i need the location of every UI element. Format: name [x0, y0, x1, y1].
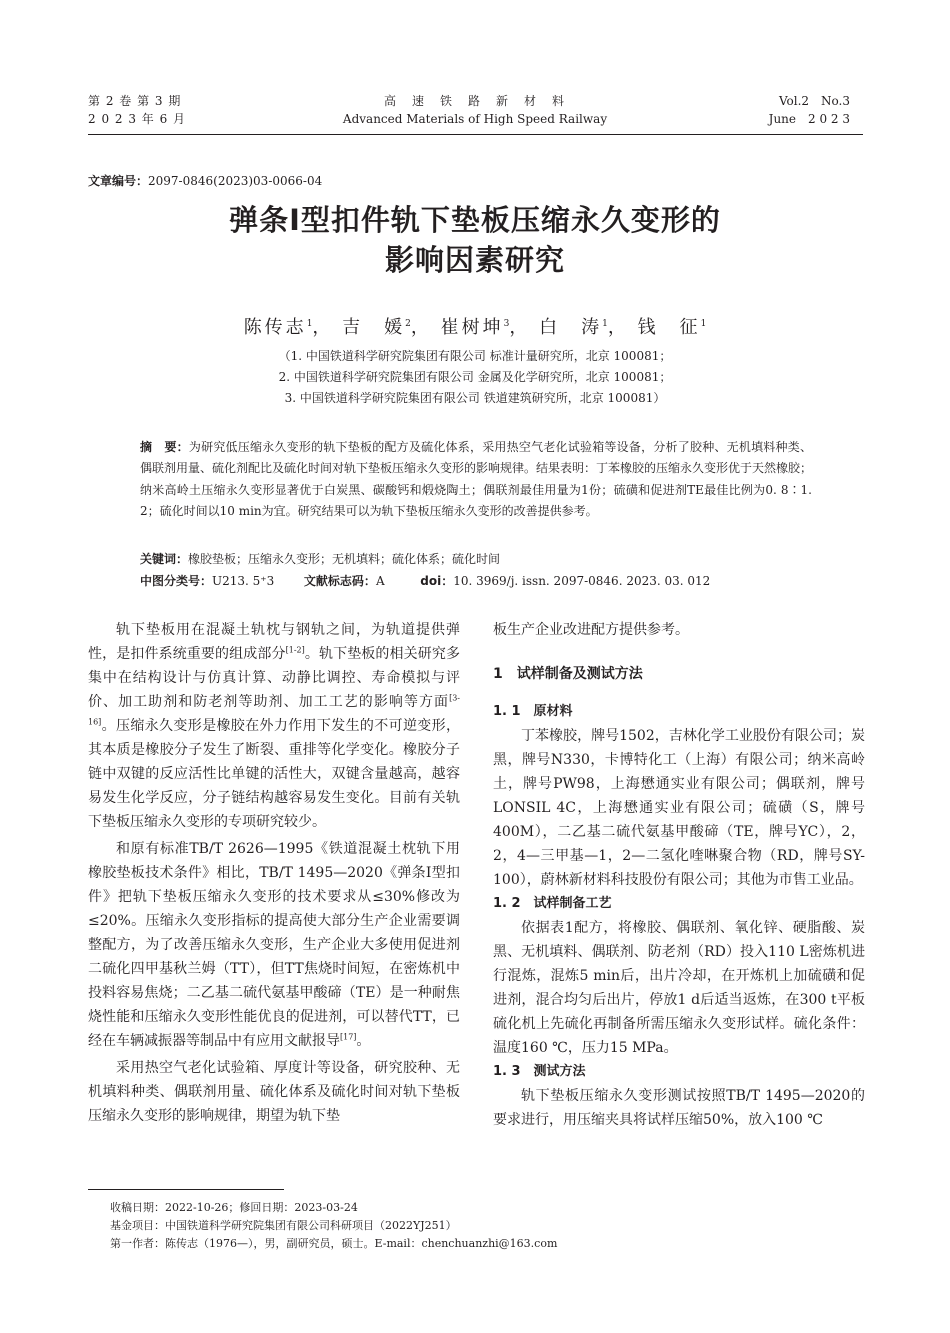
paragraph: 依据表1配方，将橡胶、偶联剂、氧化锌、硬脂酸、炭黑、无机填料、偶联剂、防老剂（RD）投入110 L密炼机进行混炼，混炼5 min后，出片冷却，在开炼机上加硫磺和促进剂，混合均匀后出片，停放1 d后适当返炼，在300 t平板硫化机上先硫化再制备所需压缩永久变形试样。硫化条件：温度160 ℃，压力15 MPa。	[493, 920, 865, 1056]
author: 白 涛$^1$	[539, 317, 608, 338]
article-number-value: 2097-0846(2023)03-0066-04	[148, 174, 323, 188]
abstract-text: 为研究低压缩永久变形的轨下垫板的配方及硫化体系，采用热空气老化试验箱等设备，分析了胶种、无机填料种类、偶联剂用量、硫化剂配比及硫化时间对轨下垫板压缩永久变形的影响规律。结果表明：丁苯橡胶的压缩永久变形优于天然橡胶；纳米高岭土压缩永久变形显著优于白炭黑、碳酸钙和煅烧陶土；偶联剂最佳用量为1份；硫磺和促进剂TE最佳比例为0. 8∶1. 2；硫化时间以10 min为宜。研究结果可以为轨下垫板压缩永久变形的改善提供参考。	[140, 440, 813, 518]
volume-issue: 第 2 卷 第 3 期	[88, 94, 182, 108]
body-left-column	[88, 618, 460, 1128]
footnote-fund: 基金项目：中国铁道科学研究院集团有限公司科研项目（2022YJ251）	[110, 1219, 457, 1232]
paragraph: 采用热空气老化试验箱、厚度计等设备，研究胶种、无机填料种类、偶联剂用量、硫化体系及硫化时间对轨下垫板压缩永久变形的影响规律，期望为轨下垫	[88, 1060, 460, 1124]
running-header-left	[88, 92, 186, 128]
author: 吉 媛$^2$	[342, 317, 411, 338]
keywords	[140, 549, 812, 570]
affiliation-line: 2. 中国铁道科学研究院集团有限公司 金属及化学研究所，北京 100081；	[278, 370, 672, 384]
volume-issue-en: Vol.2 No.3	[778, 94, 850, 108]
paragraph: 轨下垫板用在混凝土轨枕与钢轨之间，为轨道提供弹性，是扣件系统重要的组成部分[1-2]。轨下垫板的相关研究多集中在结构设计与仿真计算、动静比调控、寿命模拟与评价、加工助剂和防老剂等助剂、加工工艺的影响等方面[3-16]。压缩永久变形是橡胶在外力作用下发生的不可逆变形，其本质是橡胶分子发生了断裂、重排等化学变化。橡胶分子链中双键的反应活性比单键的活性大，双键含量越高，越容易发生化学反应，分子链结构越容易发生变化。目前有关轨下垫板压缩永久变形的专项研究较少。	[88, 622, 460, 830]
citation: [3-16]	[88, 693, 460, 727]
classification-line	[140, 571, 812, 592]
citation: [1-2]	[285, 645, 305, 655]
subsection-heading: 1. 1 原材料	[493, 704, 573, 719]
keywords-text: 橡胶垫板；压缩永久变形；无机填料；硫化体系；硫化时间	[188, 552, 501, 566]
doc-code-value: A	[375, 574, 385, 588]
footnote-author: 第一作者：陈传志（1976—），男，副研究员，硕士。E-mail：chenchuanzhi@163.com	[110, 1237, 558, 1250]
running-header-center	[275, 92, 675, 128]
journal-name-en: Advanced Materials of High Speed Railway	[342, 112, 608, 126]
paragraph: 轨下垫板压缩永久变形测试按照TB/T 1495—2020的要求进行，用压缩夹具将试样压缩50%，放入100 ℃	[493, 1088, 865, 1128]
subsection-heading: 1. 2 试样制备工艺	[493, 896, 612, 911]
footnote-dates: 收稿日期：2022-10-26；修回日期：2023-03-24	[110, 1201, 358, 1214]
section-heading: 1 试样制备及测试方法	[493, 666, 643, 682]
doc-code-label: 文献标志码：	[303, 574, 376, 588]
paragraph: 丁苯橡胶，牌号1502，吉林化学工业股份有限公司；炭黑，牌号N330，卡博特化工（上海）有限公司；纳米高岭土，牌号PW98，上海懋通实业有限公司；偶联剂，牌号LONSIL 4C，上海懋通实业有限公司；硫磺（S，牌号400M），二乙基二硫代氨基甲酸碲（TE，牌号YC），2，2，4—三甲基—1，2—二氢化喹啉聚合物（RD，牌号SY-100），蔚林新材料科技股份有限公司；其他为市售工业品。	[493, 728, 865, 888]
affiliations	[0, 346, 950, 409]
body-right-column	[493, 618, 865, 1132]
author: 崔树坤$^3$	[440, 317, 510, 338]
paragraph-continuation: 板生产企业改进配方提供参考。	[493, 622, 689, 638]
doi-label: doi：	[420, 574, 454, 588]
running-header-right	[769, 92, 850, 128]
doi-value: 10. 3969/j. issn. 2097-0846. 2023. 03. 012	[453, 574, 711, 588]
author-list: 陈传志$^1$， 吉 媛$^2$， 崔树坤$^3$， 白 涛$^1$， 钱 征$^1$	[243, 317, 707, 338]
paragraph: 和原有标准TB/T 2626—1995《铁道混凝土枕轨下用橡胶垫板技术条件》相比，TB/T 1495—2020《弹条Ⅰ型扣件》把轨下垫板压缩永久变形的技术要求从≤30%修改为≤20%。压缩永久变形指标的提高使大部分生产企业需要调整配方，为了改善压缩永久变形，生产企业大多使用促进剂二硫化四甲基秋兰姆（TT），但TT焦烧时间短，在密炼机中投料容易焦烧；二乙基二硫代氨基甲酸碲（TE）是一种耐焦烧性能和压缩永久变形性能优良的促进剂，可以替代TT，已经在车辆减振器等制品中有应用文献报导[17]。	[88, 841, 460, 1049]
issue-date: 2 0 2 3 年 6 月	[88, 112, 187, 126]
paper-title	[0, 200, 950, 280]
author: 陈传志$^1$	[243, 317, 313, 338]
journal-name-cn: 高 速 铁 路 新 材 料	[383, 94, 566, 108]
footnotes	[110, 1199, 870, 1253]
abstract	[140, 437, 812, 522]
subsection-heading: 1. 3 测试方法	[493, 1064, 586, 1079]
title-line-2: 影响因素研究	[384, 243, 565, 277]
article-number-label: 文章编号：	[88, 174, 149, 188]
article-number	[88, 172, 322, 189]
citation: [17]	[340, 1032, 357, 1042]
author: 钱 征$^1$	[637, 317, 707, 338]
title-line-1: 弹条Ⅰ型扣件轨下垫板压缩永久变形的	[229, 203, 721, 237]
clc-value: U213. 5⁺3	[212, 574, 275, 588]
affiliation-line: （1. 中国铁道科学研究院集团有限公司 标准计量研究所，北京 100081；	[278, 349, 672, 363]
clc-label: 中图分类号：	[140, 574, 213, 588]
keywords-label: 关键词：	[140, 552, 189, 566]
footnote-rule	[88, 1189, 284, 1190]
header-rule	[88, 134, 863, 135]
affiliation-line: 3. 中国铁道科学研究院集团有限公司 铁道建筑研究所，北京 100081）	[284, 391, 666, 405]
abstract-label: 摘 要：	[140, 440, 189, 454]
issue-date-en: June 2 0 2 3	[768, 112, 850, 126]
